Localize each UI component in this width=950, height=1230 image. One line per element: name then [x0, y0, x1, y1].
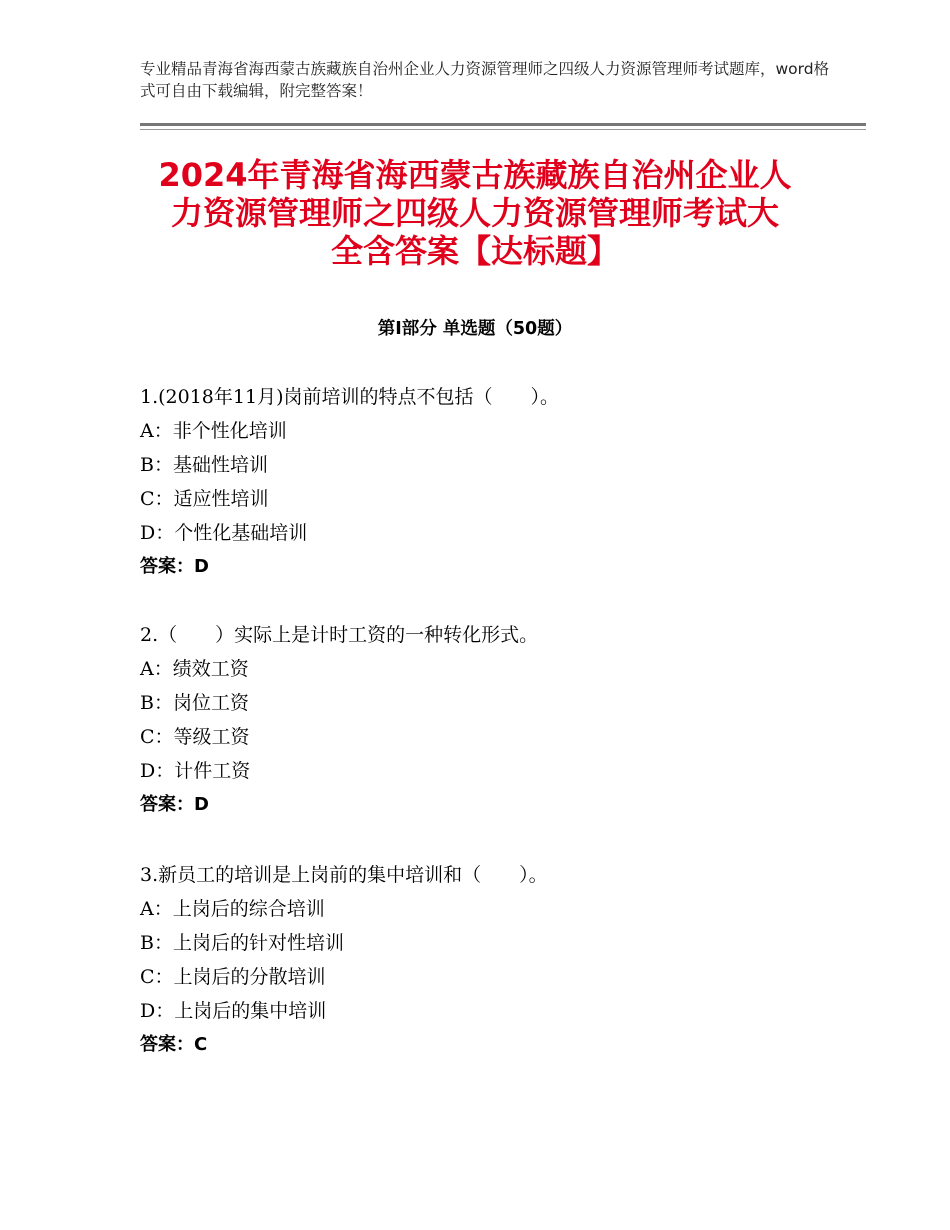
- section-title: 第Ⅰ部分 单选题（50题）: [377, 319, 573, 339]
- question-stem: 2.（ ）实际上是计时工资的一种转化形式。: [140, 624, 539, 646]
- title-line-1: 2024年青海省海西蒙古族藏族自治州企业人: [158, 156, 792, 194]
- header-divider-thick: [140, 123, 866, 126]
- question-1: [140, 380, 840, 584]
- option-a: A：非个性化培训: [140, 420, 287, 442]
- header-note: 专业精品青海省海西蒙古族藏族自治州企业人力资源管理师之四级人力资源管理师考试题库，word格式可自由下载编辑，附完整答案！: [140, 60, 830, 100]
- title-line-3: 全含答案【达标题】: [330, 232, 619, 270]
- option-d: D：上岗后的集中培训: [140, 1000, 327, 1022]
- option-d: D：个性化基础培训: [140, 522, 308, 544]
- option-b: B：上岗后的针对性培训: [140, 932, 344, 954]
- title-line-2: 力资源管理师之四级人力资源管理师考试大: [170, 194, 779, 232]
- answer-line: 答案：D: [140, 794, 209, 815]
- question-stem: 3.新员工的培训是上岗前的集中培训和（ ）。: [140, 864, 548, 886]
- question-2: [140, 618, 840, 822]
- option-b: B：基础性培训: [140, 454, 268, 476]
- option-c: C：等级工资: [140, 726, 250, 748]
- question-3: [140, 858, 840, 1062]
- question-stem: 1.(2018年11月)岗前培训的特点不包括（ ）。: [140, 386, 559, 408]
- option-a: A：绩效工资: [140, 658, 249, 680]
- answer-line: 答案：D: [140, 556, 209, 577]
- option-a: A：上岗后的综合培训: [140, 898, 325, 920]
- option-b: B：岗位工资: [140, 692, 249, 714]
- option-c: C：适应性培训: [140, 488, 269, 510]
- header-divider-thin: [140, 129, 866, 130]
- option-d: D：计件工资: [140, 760, 251, 782]
- option-c: C：上岗后的分散培训: [140, 966, 326, 988]
- answer-line: 答案：C: [140, 1034, 208, 1055]
- document-title: [140, 156, 810, 270]
